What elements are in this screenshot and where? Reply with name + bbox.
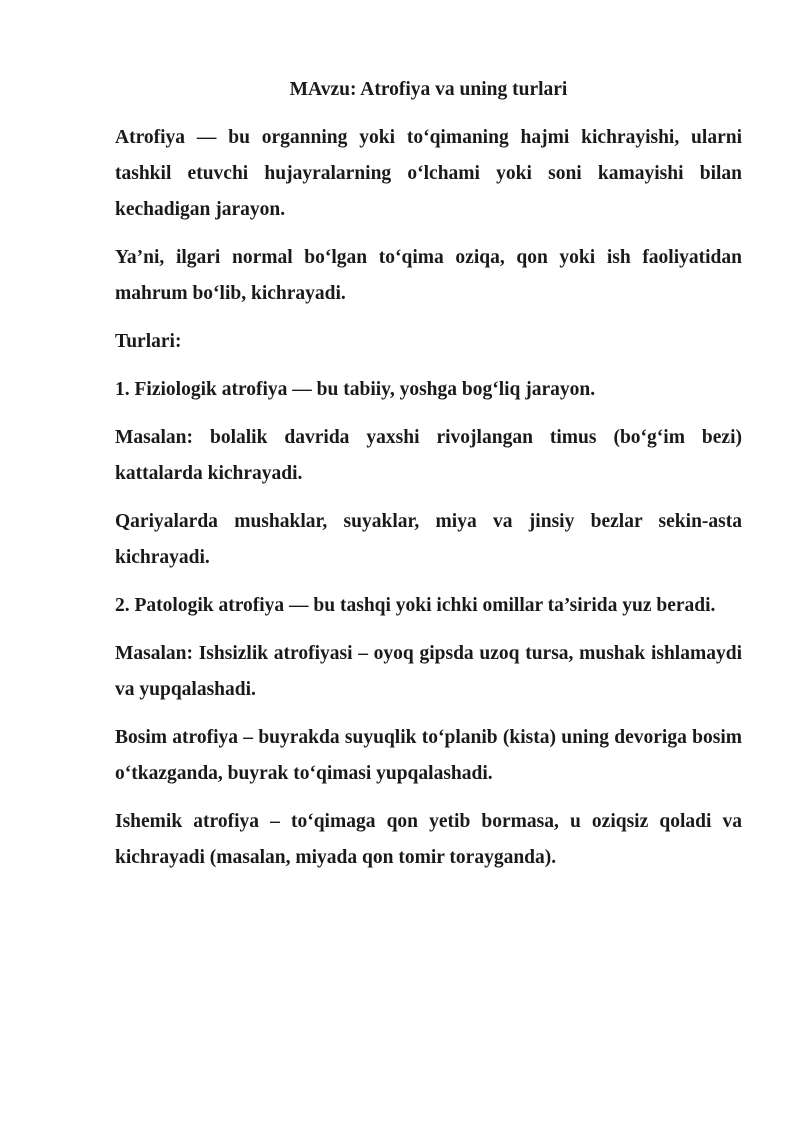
paragraph-elderly: Qariyalarda mushaklar, suyaklar, miya va jinsiy bezlar sekin-asta kichrayadi. (115, 511, 742, 568)
document-title: MAvzu: Atrofiya va uning turlari (289, 79, 568, 100)
paragraph-pathological: 2. Patologik atrofiya — bu tashqi yoki ichki omillar ta’sirida yuz beradi. (115, 595, 716, 616)
paragraph-disuse-example: Masalan: Ishsizlik atrofiyasi – oyoq gipsda uzoq tursa, mushak ishlamaydi va yupqalashadi. (115, 643, 742, 700)
paragraph-physiological-example: Masalan: bolalik davrida yaxshi rivojlangan timus (bo‘g‘im bezi) kattalarda kichrayadi. (115, 427, 742, 484)
paragraph-explanation: Ya’ni, ilgari normal bo‘lgan to‘qima oziqa, qon yoki ish faoliyatidan mahrum bo‘lib, kichrayadi. (115, 247, 742, 304)
paragraph-pressure-atrophy: Bosim atrofiya – buyrakda suyuqlik to‘planib (kista) uning devoriga bosim o‘tkazganda, buyrak to‘qimasi yupqalashadi. (115, 727, 742, 784)
paragraph-definition: Atrofiya — bu organning yoki to‘qimaning hajmi kichrayishi, ularni tashkil etuvchi hujayralarning o‘lchami yoki soni kamayishi bilan kechadigan jarayon. (115, 127, 742, 220)
document-body (115, 72, 742, 888)
paragraph-physiological: 1. Fiziologik atrofiya — bu tabiiy, yoshga bog‘liq jarayon. (115, 379, 596, 400)
paragraph-types-heading: Turlari: (115, 331, 182, 352)
paragraph-ischemic-atrophy: Ishemik atrofiya – to‘qimaga qon yetib bormasa, u oziqsiz qoladi va kichrayadi (masalan, miyada qon tomir torayganda). (115, 811, 742, 868)
